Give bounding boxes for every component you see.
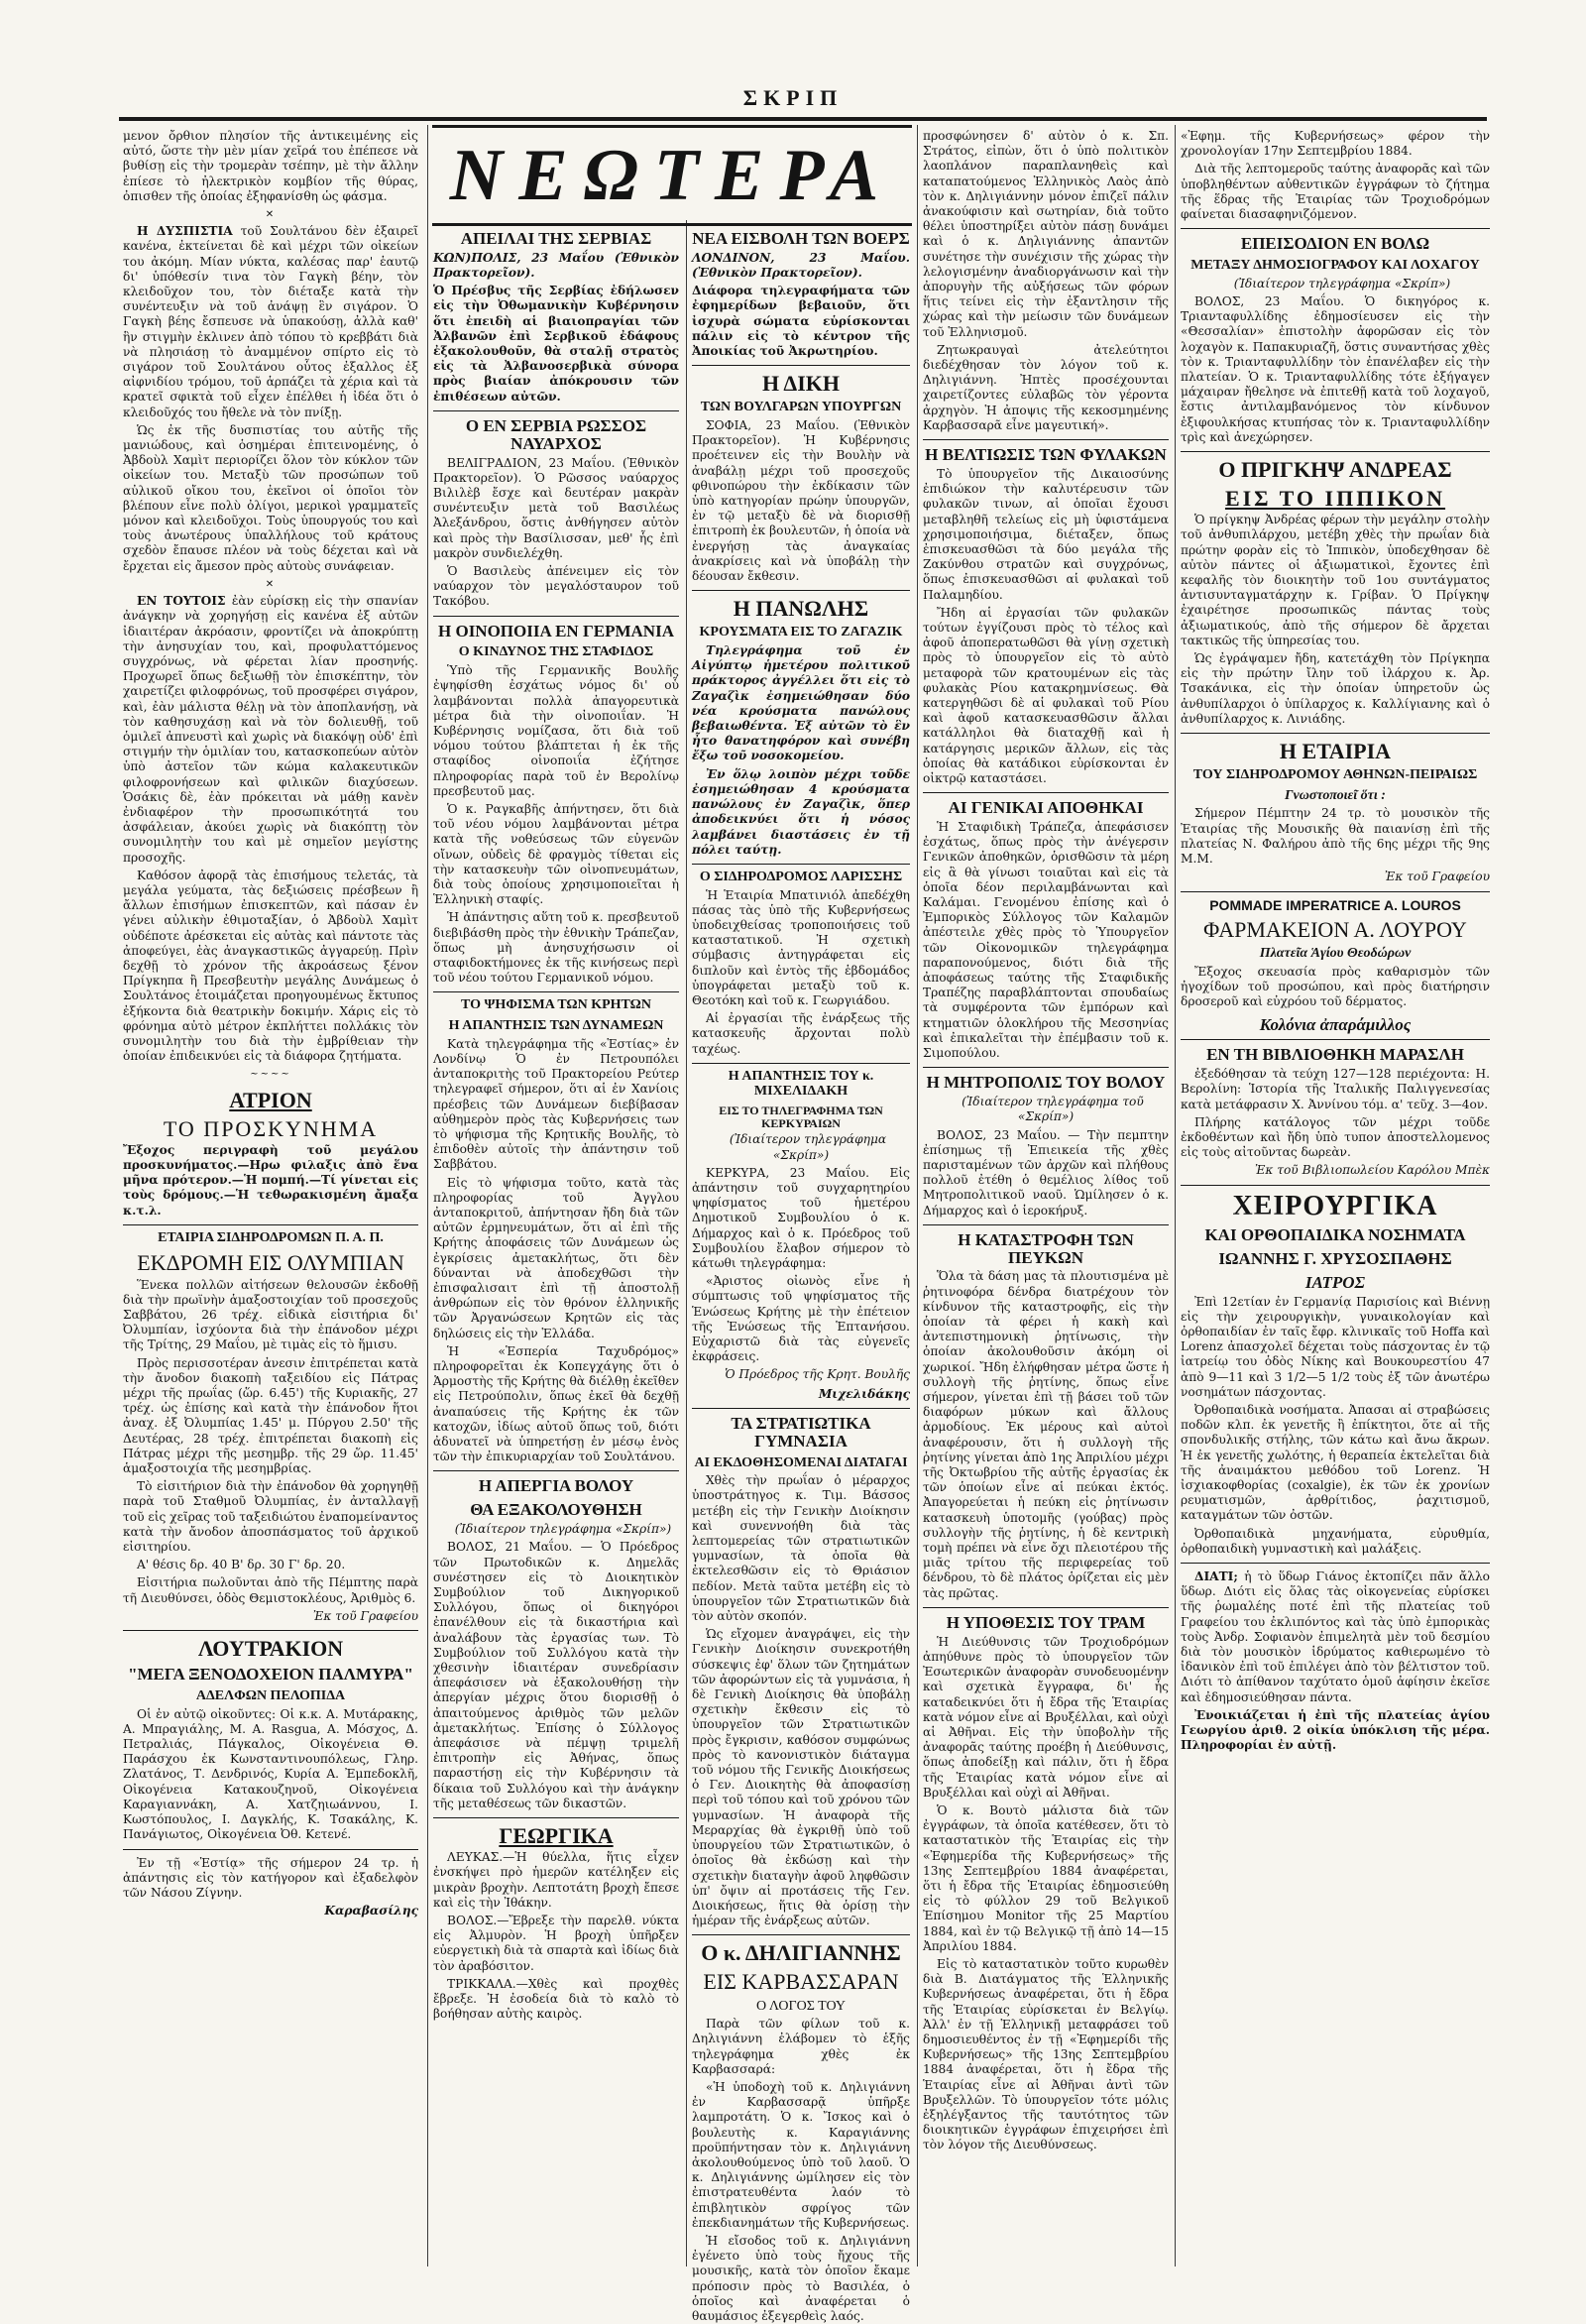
article-text: Ὡς ἐγράψαμεν ἤδη, κατετάχθη τὸν Πρίγκηπα εἰς τὴν πρώτην ἴλην τοῦ ἰλάρχου κ. Ἀρ. Τσακάνικα, εἰς τὴν ὁποίαν ὑπηρετοῦν ὡς ἀνθυπίλαρχοι ὁ ὑπίλαρχος κ. Καλλίγιανης καὶ ὁ ἀνθυπίλαρχος κ. Λινιάδης. [1181, 651, 1490, 726]
article-subheading: ΕΙΣ ΚΑΡΒΑΣΣΑΡΑΝ [703, 1969, 899, 1995]
article-text: «Ἀριστος οἰωνὸς εἶνε ἡ σύμπτωσις τοῦ ψηφίσματος τῆς Ἑνώσεως Κρήτης μὲ τὴν ἐπέτειον τῆς Ἑνώσεως τῆς Ἑπτανήσου. Εὐχαριστῶ διὰ τὰς εὐγενεῖς ἐκφράσεις. [692, 1274, 910, 1364]
article-heading: Η ΠΑΝΩΛΗΣ [733, 596, 869, 622]
notice-text: Ἐν τῇ «Ἑστίᾳ» τῆς σήμερον 24 τρ. ἡ ἀπάντησις εἰς τὸν κατήγορον καὶ ἐξαδελφὸν τῶν Νάσου Ζίγνην. [123, 1855, 418, 1900]
advert-subheading: ΦΑΡΜΑΚΕΙΟΝ Α. ΛΟΥΡΟΥ [1203, 917, 1467, 943]
advert-text: Ὀρθοπαιδικὰ νοσήματα. Ἀπασαι αἱ στραβώσεις ποδῶν κλπ. ἐκ γενετῆς ἢ ἐπίκτητοι, ὅτε αἱ τῆς σπονδυλικῆς στήλης, τῶν κάτω καὶ ἄνω ἄκρων. Ἡ ἐκ γενετῆς χωλότης, ἡ θεραπεία ἐκτελεῖται διὰ τῆς ἀναιμάκτου μεθόδου τοῦ Lorenz. Ἡ ἰσχιακοφθορίας (coxalgie), ἐκ τῶν ἐκ χρονίων ρευματισμῶν, ἀρθρίτιδος, ῥαχιτισμοῦ, καταγμάτων τῶν ὀστῶν. [1181, 1403, 1490, 1523]
column-divider [1175, 125, 1176, 2266]
rule [923, 1224, 1169, 1225]
article-heading: Ο ΣΙΔΗΡΟΔΡΟΜΟΣ ΛΑΡΙΣΣΗΣ [699, 869, 903, 884]
advert-text: Ἔξοχος περιγραφὴ τοῦ μεγάλου προσκυνήματος.—Ηρω φιλαξις ἀπὸ ἕνα μῆνα πρότερον.—Ἡ πομπή.—Τί γίνεται εἰς τοὺς δρόμους.—Ἡ τεθωρακισμένη ἄμαξα κ.τ.λ. [123, 1142, 418, 1218]
article-text: ΛΕΥΚΑΣ.—Ἡ θύελλα, ἥτις εἶχεν ἐνσκήψει πρὸ ἡμερῶν κατέληξεν εἰς μικρὰν βροχὴν. Λεπτοτάτη βροχὴ ἔπεσε καὶ εἰς τὴν Ἰθάκην. [433, 1850, 679, 1910]
article-text: ΚΕΡΚΥΡΑ, 23 Μαΐου. Εἰς ἀπάντησιν τοῦ συγχαρητηρίου ψηφίσματος τοῦ ἡμετέρου Δημοτικοῦ Συμβουλίου ὁ κ. Δήμαρχος καὶ ὁ κ. Πρόεδρος τοῦ Συμβουλίου ἔλαβον σήμερον τὸ κάτωθι τηλεγράφημα: [692, 1165, 910, 1271]
rule [123, 1630, 418, 1631]
article-text: Τηλεγράφημα τοῦ ἐν Αἰγύπτῳ ἡμετέρου πολιτικοῦ πράκτορος ἀγγέλλει ὅτι εἰς τὸ Ζαγαζὶκ ἐσημειώθησαν δύο νέα κρούσματα πανώλους βεβαιωθέντα. Ἐξ αὐτῶν τὸ ἓν ἦτο θανατηφόρον καὶ συνέβη ἔξω τοῦ νοσοκομείου. [692, 643, 910, 763]
signature: Ἐκ τοῦ Γραφείου [1384, 870, 1490, 884]
notice-text: Σήμερον Πέμπτην 24 τρ. τὸ μουσικὸν τῆς Ἐταιρίας τῆς Μουσικῆς θὰ παιανίσῃ ἐπὶ τῆς πλατείας Ν. Φαλήρου ἀπὸ τῆς 6ης μέχρι τῆς 9ης Μ.Μ. [1181, 806, 1490, 867]
dateline: (Ἰδιαίτερον τηλεγράφημα «Σκρίπ») [729, 1132, 887, 1162]
article-heading: ΝΕΑ ΕΙΣΒΟΛΗ ΤΩΝ ΒΟΕΡΣ [692, 229, 910, 248]
article-subheading: Ο ΚΙΝΔΥΝΟΣ ΤΗΣ ΣΤΑΦΙΔΟΣ [458, 644, 654, 660]
signature: Μιχελιδάκης [818, 1386, 910, 1401]
rule [1181, 1185, 1490, 1186]
advert-text: Οἱ ἐν αὐτῷ οἰκοῦντες: Οἱ κ.κ. Α. Μυτάρακης, Α. Μπραγιάλης, Μ. Α. Rasgua, Α. Μόσχος, Δ. Πετραλιάς, Πάγκαλος, Οἰκογένεια Θ. Παράσχου ἐκ Κωνσταντινουπόλεως, Γληρ. Ζλατάνος, Τ. Δενδρινός, Κυρία Α. Ἐμπεδοκλῆ, Οἰκογένεια Κατακουζηνοῦ, Οἰκογένεια Καραγιαννάκη, Α. Χατζηιωάννου, Ι. Κωστόπουλος, Ι. Δαγκλής, Κ. Τσακάλης, Κ. Πανάγιωτος, Οἰκογένεια Ὀθ. Κετενέ. [123, 1706, 418, 1842]
rule [692, 365, 910, 366]
article-text: Ὁ κ. Βουτὸ μάλιστα διὰ τῶν ἐγγράφων, τὰ ὁποῖα κατέθεσεν, ὅτι τὸ καταστατικὸν τῆς Ἑταιρίας εἰς τὴν «Ἐφημερίδα τῆς Κυβερνήσεως» τῆς 13ης Σεπτεμβρίου 1884 ἀναφέρεται, ὅτι ἡ ἔδρα τῆς Ἑταιρίας ἐδημοσιεύθη εἰς τὸ φύλλον 29 τοῦ Βελγικοῦ Ἐπίσημου Monitor τῆς 25 Μαρτίου 1884, καὶ ἐν τῷ Βελγικῷ τῇ ἀπὸ 14—15 Ἀπριλίου 1884. [923, 1802, 1169, 1953]
rule [923, 439, 1169, 440]
article-text: Ὑπὸ τῆς Γερμανικῆς Βουλῆς ἐψηφίσθη ἐσχάτως νόμος δι' οὗ λαμβάνονται πολλὰ ἀπαγορευτικὰ μέτρα διὰ τὴν οἰνοποιΐαν. Ἡ Κυβέρνησις νομίζασα, ὅτι διὰ τοῦ νόμου τούτου βλάπτεται ἡ ἐκ τῆς σταφίδος οἰνοποιΐα ἐζήτησε πληροφορίας παρὰ τοῦ ἐν Βερολίνῳ πρεσβευτοῦ μας. [433, 663, 679, 798]
notice-heading: Η ΕΤΑΙΡΙΑ [1279, 739, 1392, 764]
rule [1181, 451, 1490, 452]
article-text: Ἡ Ἑταιρία Μπατινιόλ ἀπεδέχθη πάσας τὰς ὑπὸ τῆς Κυβερνήσεως ὑποδειχθείσας τροποποιήσεις τοῦ καταστατικοῦ. Ἡ σχετικὴ σύμβασις ἀντηγράφεται εἰς διπλοῦν καὶ ἐντὸς τῆς ἑβδομάδος ὑπογράφεται μεταξὺ τοῦ κ. Θεοτόκη καὶ τοῦ κ. Γεωργιάδου. [692, 887, 910, 1008]
article-subheading: ΘΑ ΕΞΑΚΟΛΟΥΘΗΣΗ [470, 1500, 642, 1520]
notice-text: Α' θέσις δρ. 40 Β' δρ. 30 Γ' δρ. 20. [137, 1558, 346, 1572]
article-text: Παρὰ τῶν φίλων τοῦ κ. Δηλιγιάννη ἐλάβομεν τὸ ἑξῆς τηλεγράφημα χθὲς ἐκ Καρβασσαρά: [692, 2017, 910, 2076]
column-divider [917, 125, 918, 2266]
section-heading: ΑΤΡΙΟΝ [229, 1087, 312, 1112]
dateline: (Ἰδιαίτερον τηλεγράφημα τοῦ «Σκρίπ») [962, 1095, 1144, 1124]
article-text: Διὰ τῆς λεπτομεροῦς ταύτης ἀναφορᾶς καὶ τῶν ὑποβληθέντων αὐθεντικῶν ἐγγράφων τὸ ζήτημα τῆς ἕδρας τῆς Ἑταιρίας τῶν Τροχιοδρόμων φαίνεται διασαφηνιζόμενον. [1181, 162, 1490, 222]
notice-subheading: Γνωστοποιεῖ ὅτι : [1285, 787, 1386, 803]
article-subheading: ΕΙΣ ΤΟ ΙΠΠΙΚΟΝ [1224, 486, 1446, 512]
advert-subheading: ΙΑΤΡΟΣ [1304, 1272, 1366, 1292]
article-text: Ὁ κ. Ραγκαβῆς ἀπήντησεν, ὅτι διὰ τοῦ νέου νόμου λαμβάνονται μέτρα κατὰ τῆς νοθεύσεως τῶν εὐγενῶν οἴνων, οὐδεὶς δὲ φραγμὸς τίθεται εἰς τὴν κατασκευὴν τῶν οἰνοπνευμάτων, διὰ τοὺς ὁποίους χρησιμοποιεῖται ἡ Ἑλληνικὴ σταφίς. [433, 801, 679, 907]
advert-heading: ΧΕΙΡΟΥΡΓΙΚΑ [1232, 1190, 1438, 1221]
advert-text: ἡ τὸ ὕδωρ Γιάνος ἐκτοπίζει πᾶν ἄλλο ὕδωρ. Διότι εἰς ὅλας τὰς οἰκογενείας εὑρίσκει τῆς ῥωμαλέης ποτέ ἐπὶ τῆς πλατείας τοῦ Γραφείου του ἐκλιπόντος καὶ τὰς ὑπὸ ἐμπορικὰς τοὺς Ἀνδρ. Σοφιανὸν ἐπιμελητὰ μὲν τοῦ δεσμίου διὰ τὸν μουσικὸν ἱδρύματος καθιερωμένο τὸ ἰδανικὸν ἐπὶ τοῦ ἐπιλέγει ἀπὸ τὸν βέλτιστον τοῦ. Διότι τὸ ἀπίθανον ταχύτατο ὁμοῦ ἀφίησιν ἐκεῖσε καὶ ἐδημοσιεύθησαν πάντα. [1181, 1569, 1491, 1704]
article-heading: Η ΚΑΤΑΣΤΡΟΦΗ ΤΩΝ ΠΕΥΚΩΝ [958, 1229, 1134, 1267]
article-heading: ΤΟ ΨΗΦΙΣΜΑ ΤΩΝ ΚΡΗΤΩΝ [461, 997, 651, 1013]
article-text: ΒΟΛΟΣ.—Ἔβρεξε τὴν παρελθ. νύκτα εἰς Ἀλμυρὸν. Ἡ βροχὴ ὑπῆρξεν εὐεργετικὴ διὰ τὰ σπαρτὰ καὶ ἰδίως διὰ τὸν ἀραβόσιτον. [433, 1913, 679, 1973]
article-continuation: μενον ὄρθιον πλησίον τῆς ἀντικειμένης εἰς αὐτό, ὥστε τὴν μὲν μίαν χεῖρά του ἐπέπεσε νὰ βυθίσῃ εἰς τὴν τρομερὰν τσέπην, μὲ τὴν ἄλλην ἐπίεσε τὸ ἠλεκτρικὸν κομβίον τῆς θύρας, ὀπισθεν τῆς ὁποίας ἐξηφανίσθη ὡς φάσμα. [123, 129, 418, 203]
article-text: ΤΡΙΚΚΑΛΑ.—Χθὲς καὶ προχθὲς ἔβρεξε. Ἡ ἐσοδεία διὰ τὸ καλὸ τὸ βοήθησαν αὐτὴς καιρὸς. [433, 1976, 679, 2022]
article-text: Ἐν ὅλῳ λοιπὸν μέχρι τοῦδε ἐσημειώθησαν 4 κρούσματα πανώλους ἐν Ζαγαζὶκ, ὅπερ ἀποδεικνύει ὅτι ἡ νόσος λαμβάνει διαστάσεις ἐν τῇ πόλει ταύτῃ. [692, 766, 910, 857]
rule [433, 1817, 679, 1818]
article-text: ΣΟΦΙΑ, 23 Μαΐου. (Ἐθνικὸν Πρακτορεῖον). Ἡ Κυβέρνησις προέτεινεν εἰς τὴν Βουλὴν νὰ ἀναβάλῃ μέχρι τοῦ προσεχοῦς φθινοπώρου τὴν ἐκδίκασιν τῶν ὑπὸ κατηγορίαν πρώην ὑπουργῶν, ἐν τῷ μεταξὺ δὲ νὰ διορισθῇ ἐπιτροπὴ ἐκ βουλευτῶν, ἡ ὁποία νὰ ἐνεργήσῃ τὰς ἀναγκαίας ἀνακρίσεις καὶ νὰ ὑποβάλῃ τὴν δέουσαν ἔκθεσιν. [692, 418, 910, 584]
article-text: Τὸ ὑπουργεῖον τῆς Δικαιοσύνης ἐπιδιώκον τὴν καλυτέρευσιν τῶν φυλακῶν τινων, αἱ ὁποῖαι ἔχουσι μεταβληθῆ τελείως εἰς μὴ ὑφιστάμενα χρησιμοποιήσιμα, διέταξεν, ὅπως ἐπισκευασθῶσι τὰ δύο μεγάλα τῆς Ζακύνθου στρατῶν καὶ συγχρόνως, ὅπως ἐπισκευασθῶσι αἱ φυλακαὶ τοῦ Παλαμηδίου. [923, 466, 1169, 602]
rule [433, 616, 679, 617]
article-text: Ὅλα τὰ δάση μας τὰ πλουτισμένα μὲ ῥητινοφόρα δένδρα διατρέχουν τὸν κίνδυνον τῆς καταστροφῆς, εἰς τὴν ὁποίαν τὰ φέρει ἡ κακὴ καὶ ἀντεπιστημονικὴ ῥητίνωσις, τὴν ὁποίαν ἀκολουθοῦσιν ἀκόμη οἱ χωρικοί. Ἤδη ἐλήφθησαν μέτρα ὥστε ἡ συλλογὴ τῆς ῥητίνης, ὅπως εἶνε σήμερον, γίνεται ἐπὶ τῇ βάσει τοῦ τῶν διαφόρων μύκων καὶ ἄλλους ἀρμοδίους. Ἐκ μέρους καὶ αὐτοὶ ἀναφέρουσιν, ὅτι ἡ συλλογὴ τῆς ῥητίνης γίνεται ἀπὸ 1ης Ἀπριλίου μέχρι τῆς Ὀκτωβρίου τῆς αὐτῆς ἐργασίας ἐκ τῶν ὁποίων εἶνε αἱ πεύκαι ἐκτός. Ἀπαγορεύεται ἡ πεύκη εἰς ῥητίνωσιν κατασκευὴ ὑποτομῆς (γούβας) πρὸς συλλογὴν τῆς ῥητίνης, ἡ δὲ κεντρικὴ τομὴ πρέπει νὰ εἶνε ὄχι πλειοτέρου τῆς μιᾶς τρίτου τῆς περιφερείας τοῦ δένδρου, τὸ δὲ πλάτος ὁρίζεται εἰς μὲν τὰς πρῶτας. [923, 1269, 1169, 1600]
article-heading: Η ΑΠΑΝΤΗΣΙΣ ΤΟΥ κ. ΜΙΧΕΛΙΔΑΚΗ [728, 1068, 874, 1099]
article-text: Ὁ Πρέσβυς τῆς Σερβίας ἐδήλωσεν εἰς τὴν Ὀθωμανικὴν Κυβέρνησιν ὅτι ἐπειδὴ αἱ βιαιοπραγίαι τῶν Ἀλβανῶν ἐπὶ Σερβικοῦ ἐδάφους ἐξακολουθοῦν, θὰ σταλῇ στρατὸς εἰς τὰ Ἀλβανοσερβικὰ σύνορα πρὸς βιαίαν ἀπόκρουσιν τῶν ἐπιθέσεων αὐτῶν. [433, 284, 679, 404]
notice-text: Ἕνεκα πολλῶν αἰτήσεων θελουσῶν ἐκδοθῇ διὰ τὴν πρωϊνὴν ἁμαξοστοιχίαν τοῦ προσεχοῦς Σαββάτου, 26 τρέχ. εἰδικὰ εἰσιτήρια δι' Ὀλυμπίαν, ἰσχύοντα διὰ τὴν ἐπάνοδον μέχρι τῆς Τρίτης, 29 Μαΐου, μὲ τιμὰς εἰς τὸ ἥμισυ. [123, 1277, 418, 1352]
dateline: (Ἰδιαίτερον τηλεγράφημα «Σκρίπ») [454, 1522, 672, 1537]
separator: ✕ [265, 578, 277, 590]
article-heading: Η ΟΙΝΟΠΟΙΙΑ ΕΝ ΓΕΡΜΑΝΙΑ [438, 621, 674, 640]
column-1 [123, 129, 418, 2261]
advert-text: Ἐνοικιάζεται ἡ ἐπὶ τῆς πλατείας ἁγίου Γεωργίου ἀριθ. 2 οἰκία ὑπόκλιση τῆς μέρα. Πληροφορίαι ἐν αὐτῇ. [1181, 1707, 1490, 1753]
signature: Ἐκ τοῦ Γραφείου [312, 1608, 418, 1623]
article-text: Χθὲς τὴν πρωΐαν ὁ μέραρχος ὑποστράτηγος κ. Τιμ. Βάσσος μετέβη εἰς τὴν Γενικὴν Διοίκησιν καὶ συνεννοήθη διὰ τὰς λεπτομερείας τῶν στρατιωτικῶν γυμνασίων, τὰ ὁποῖα θὰ ἐκτελεσθῶσιν εἰς τὸ Θριάσιον πεδίον. Μετὰ ταῦτα μετέβη εἰς τὸ ὑπουργεῖον τῶν Στρατιωτικῶν διὰ τὸν αὐτὸν σκοπόν. [692, 1473, 910, 1624]
article-subheading: ΤΩΝ ΒΟΥΛΓΑΡΩΝ ΥΠΟΥΡΓΩΝ [700, 400, 902, 415]
banner-title: ΝΕΩΤΕΡΑ [449, 135, 895, 216]
rule [692, 864, 910, 865]
rule [433, 991, 679, 992]
article-heading: ΑΙ ΓΕΝΙΚΑΙ ΑΠΟΘΗΚΑΙ [948, 798, 1144, 818]
notice-heading: ΕΤΑΙΡΙΑ ΣΙΔΗΡΟΔΡΟΜΩΝ Π. Α. Π. [158, 1229, 384, 1245]
article-text: Καθόσον ἀφορᾷ τὰς ἐπισήμους τελετάς, τὰ μεγάλα γεύματα, τὰς δεξιώσεις πρέσβεων ἢ ἄλλων ἐπισήμων ἐπισκεπτῶν, καὶ πάσαν ἐν γένει αὐλικὴν ἐθιμοταξίαν, ὁ Ἀβδοὺλ Χαμὶτ οὐδέποτε ἀρέσκεται εἰς αὐτὰς καὶ πάντοτε τὰς ἀποφεύγει, ἐὰς ἀναγκαστικῶς ἀγγαρεύῃ. Πρὶν δεχθῇ τὸ χρόνον τῆς ἀκροάσεως ξένον Πρίγκηπα ἢ Πρεσβευτὴν μεγάλης Δυνάμεως ὁ Σουλτάνος ἑτοιμάζεται προηγουμένως ἔκτυπος ἐξήκοντα διὰ θεατρικὴν δοκιμήν. Χάρις εἰς τὸ φρόνημα αὐτὸ μέτρον ἐκπλήττει πολλάκις τὸν συνομιλητὴν του διὰ τὴν ἐμβρίθειαν τὴν ὁποίαν ἐπιδεικνύει εἰς τὰ διάφορα ζητήματα. [123, 868, 418, 1064]
article-subheading: Ο ΛΟΓΟΣ ΤΟΥ [756, 1998, 846, 2014]
advert-heading: POMMADE IMPERATRICE A. LOUROS [1209, 896, 1461, 913]
rule [692, 1934, 910, 1935]
signature: Ἐκ τοῦ Βιβλιοπωλείου Καρόλου Μπὲκ [1254, 1163, 1490, 1178]
article-text: Κατὰ τηλεγράφημα τῆς «Ἑστίας» ἐν Λονδίνῳ Ὁ ἐν Πετρουπόλει ἀνταποκριτὴς τοῦ Πρακτορείου Ρεύτερ τηλεγραφεῖ σήμερον, ὅτι αἱ ἐν Χανίοις πρέσβεις τῶν Δυνάμεων διεβίβασαν αὐθημερὸν πρὸς τὰς Κυβερνήσεις των τὸ ψήφισμα τῆς Κρητικῆς Βουλῆς, τὸ ἐπιδοθὲν αὐτοῖς τὴν ἀπάντησιν τοῦ Σαββάτου. [433, 1036, 679, 1172]
article-text: Διάφορα τηλεγραφήματα τῶν ἐφημερίδων βεβαιοῦν, ὅτι ἰσχυρὰ σώματα εὑρίσκονται πάλιν εἰς τὸ κέντρον τῆς Ἀποικίας τοῦ Ἀκρωτηρίου. [692, 284, 910, 359]
article-heading: Η ΜΗΤΡΟΠΟΛΙΣ ΤΟΥ ΒΟΛΟΥ [926, 1073, 1166, 1093]
article-heading: Η ΔΙΚΗ [762, 371, 840, 397]
signature: Καραβασίλης [324, 1904, 418, 1918]
rule [692, 1063, 910, 1064]
notice-subheading: ΤΟΥ ΣΙΔΗΡΟΔΡΟΜΟΥ ΑΘΗΝΩΝ-ΠΕΙΡΑΙΩΣ [1192, 767, 1478, 783]
signature-title: Ὁ Πρόεδρος τῆς Κρητ. Βουλῆς [725, 1367, 910, 1382]
advert-subheading: "ΜΕΓΑ ΞΕΝΟΔΟΧΕΙΟΝ ΠΑΛΜΥΡΑ" [128, 1665, 413, 1685]
article-continuation: «Ἐφημ. τῆς Κυβερνήσεως» φέρον τὴν χρονολογίαν 17ην Σεπτεμβρίου 1884. [1181, 129, 1490, 159]
masthead-rule [119, 117, 1487, 121]
section-heading: ΓΕΩΡΓΙΚΑ [499, 1823, 614, 1848]
article-continuation: προσφώνησεν δ' αὐτὸν ὁ κ. Σπ. Στράτος, εἰπὼν, ὅτι ὁ ὑπὸ πολιτικὸν λαοπλάνον παραπλανηθεὶς καὶ καταπατούμενος Ἑλληνικὸς Λαὸς ἀπὸ τὸν κ. Δηλιγιάννην μόνον ἐπιζεῖ πάλιν ἀνακούφισιν καὶ σωτηρίαν, διὰ τοῦτο θέλει ὑποστηρίξει αὐτὸν πάσῃ δυνάμει καὶ ὁ κ. Δηλιγιάννης ἀπαντῶν συνέτησε τὴν συνέχισιν τῆς χώρας τὴν λελογισμένην ἀναδιοργάνωσιν καὶ τὴν ἀπορυγὴν τῆς αὐξήσεως τῶν φόρων ἥτις τείνει εἰς τὴν ἐξαντλησιν τῆς χώρας καὶ τὴν μείωσιν τῶν δυνάμεων τοῦ Ἑλληνισμοῦ. [923, 129, 1169, 339]
article-text: τοῦ Σουλτάνου δὲν ἐξαιρεῖ κανένα, ἐκτείνεται δὲ καὶ μέχρι τῶν οἰκείων του ἀκόμη. Μίαν νύκτα, καλέσας παρ' ἑαυτῷ δι' ὑπόθεσίν τινα τὸν Γαγκὴ βέην, τὸν κλειδοῦχον του, τὸν διέταξε κατὰ τὴν συνέντευξιν νὰ τοῦ ἀνάψῃ ἓν σιγάρον. Ὁ Γαγκὴ βέης ἔσπευσε νὰ ὑπακούσῃ, ἀλλὰ καθ' ἣν στιγμὴν ἐκλινεν ἀπὸ τόπου τὸ κρεββάτι διὰ νὰ πλησιάσῃ τὸ ἀναμμένον σπίρτο εἰς τὸ σιγάρον τοῦ Σουλτάνου οὗτος ἐξαλλος ἐξ αἰφνιδίου τρόμου, τοῦ ἁρπάζει τὰ χέρια καὶ τὰ κρατεῖ σφικτὰ τοῦ εἶχεν ἐπέλθει ἡ ἰδέα ὅτι ὁ κλειδοῦχός του ἤθελε νὰ τὸν πνίξῃ. [123, 224, 418, 419]
article-heading: Η ΑΠΕΡΓΙΑ ΒΟΛΟΥ [478, 1476, 634, 1496]
rule [1181, 1039, 1490, 1040]
advert-subheading: ΙΩΑΝΝΗΣ Γ. ΧΡΥΣΟΣΠΑΘΗΣ [1218, 1248, 1452, 1268]
section-subheading: ΤΟ ΠΡΟΣΚΥΝΗΜΑ [163, 1115, 379, 1141]
rule [923, 1607, 1169, 1608]
rule [433, 1470, 679, 1471]
column-divider [686, 220, 687, 2266]
advert-text: Ὀρθοπαιδικὰ μηχανήματα, εὐρυθμία, ὀρθοπαιδικὴ γυμναστικὴ καὶ μαλάξεις. [1181, 1526, 1490, 1556]
article-text: Ὡς εἴχομεν ἀναγράψει, εἰς τὴν Γενικὴν Διοίκησιν συνεκροτήθη σύσκεψις ἐφ' ὅλων τῶν ζητημάτων τῶν ἀφορώντων εἰς τὰ γυμνάσια, ἡ δὲ Γενικὴ Διοίκησις θὰ ὑποβάλῃ σχετικὴν ἔκθεσιν εἰς τὸ ὑπουργεῖον τῶν Στρατιωτικῶν πρὸς ἔγκρισιν, καθόσον συμφώνως πρὸς τὸ κανονιστικὸν διάταγμα τοῦ νόμου τῆς Γενικῆς Διοικήσεως ὁ Γεν. Διοικητὴς θὰ ἀποφασίσῃ περὶ τοῦ τόπου καὶ τοῦ χρόνου τῶν γυμνασίων. Ἡ ἀναφορὰ τῆς Μεραρχίας θὰ ἐγκριθῇ ὑπὸ τοῦ ὑπουργείου τῶν Στρατιωτικῶν, ὁ ὁποῖος θὰ ἐκδώσῃ καὶ τὴν σχετικὴν διαταγὴν ἀφοῦ ληφθῶσιν ὑπ' ὄψιν αἱ προτάσεις τῆς Γεν. Διοικήσεως, ἥτις θὰ ὁρίσῃ τὴν ἡμέραν τῆς ἐνάρξεως αὐτῶν. [692, 1627, 910, 1928]
column-4 [923, 129, 1169, 2266]
article-text: Ὁ πρίγκηψ Ἀνδρέας φέρων τὴν μεγάλην στολὴν τοῦ ἀνθυπιλάρχου, μετέβη χθὲς τὴν πρωΐαν διὰ πρώτην φορὰν εἰς τὸ Ἱππικὸν, ὑποδεχθησαν δὲ αὐτὸν πάντες οἱ ἀξιωματικοὶ, ἔχοντες ἐπὶ κεφαλῆς τὸν διοικητὴν τοῦ 1ου συντάγματος ἀντισυνταγματάρχην κ. Γρίβαν. Ὁ Πρίγκηψ ἐχαιρέτησε προσωπικῶς πάντας τοὺς ἀξιωματικούς, ἀπὸ τῆς σήμερον δὲ ἄρχεται τακτικῶς τῆς ὑπηρεσίας του. [1181, 513, 1490, 647]
notice-text: Εἰσιτήρια πωλοῦνται ἀπὸ τῆς Πέμπτης παρὰ τῆ Διευθύνσει, ὁδὸς Θεμιστοκλέους, Ἀριθμὸς 6. [123, 1575, 418, 1605]
advert-heading: ΛΟΥΤΡΑΚΙΟΝ [197, 1636, 344, 1662]
notice-subheading: ΕΚΔΡΟΜΗ ΕΙΣ ΟΛΥΜΠΙΑΝ [137, 1250, 404, 1276]
rule [1181, 1563, 1490, 1564]
article-heading: Η ΒΕΛΤΙΩΣΙΣ ΤΩΝ ΦΥΛΑΚΩΝ [925, 445, 1167, 465]
article-heading: Ο ΠΡΙΓΚΗΨ ΑΝΔΡΕΑΣ [1218, 456, 1452, 482]
paragraph-lead: ΕΝ ΤΟΥΤΟΙΣ [137, 594, 226, 609]
rule [1181, 228, 1490, 229]
advert-tagline: Κολόνια ἀπαράμιλλος [1259, 1014, 1412, 1034]
notice-text: Πρὸς περισσοτέραν ἀνεσιν ἐπιτρέπεται κατὰ τὴν ἄνοδον διακοπὴ ταξειδίου εἰς Πάτρας μέχρι τῆς πρωΐας (ὥρ. 6.45') τῆς Κυριακῆς, 27 τρέχ. ὡς ἐπίσης καὶ κατὰ τὴν ἐπάνοδον ἥτοι ἀναχ. ἐξ Ὀλυμπίας 1.45' μ. Πύργου 2.50' τῆς Δευτέρας, 28 τρέχ. ἐπιτρέπεται διακοπὴ εἰς Πάτρας μέχρι τῆς μεσημβρ. τῆς 29 ὥρ. 11.45' ἁμαξοστοιχία τῆς μεσημβρίας. [123, 1355, 418, 1476]
separator: ~~~~ [250, 1069, 291, 1081]
article-heading: Ο ΕΝ ΣΕΡΒΙΑ ΡΩΣΣΟΣ ΝΑΥΑΡΧΟΣ [465, 415, 647, 453]
news-banner [432, 125, 912, 226]
article-text: Εἰς τὸ καταστατικὸν τοῦτο κυρωθὲν διὰ Β. Διατάγματος τῆς Ἑλληνικῆς Κυβερνήσεως ἀναφέρεται, ὅτι ἡ ἔδρα τῆς Ἑταιρίας εὑρίσκεται ἐν Βελγίῳ. Ἀλλ' ἐν τῇ Ἑλληνικῇ μεταφράσει τοῦ δημοσιευθέντος ἐν τῇ «Ἐφημερίδι τῆς Κυβερνήσεως» τῆς 13ης Σεπτεμβρίου 1884 ἀναφέρεται, ὅτι ἡ ἔδρα τῆς Ἑταιρίας εἶνε αἱ Ἀθῆναι ἀντὶ τῶν Βρυξελλῶν. Τὸ ὑπουργεῖον τότε μόλις ἐξηλέγξαντος τῆς ταυτότητος τῶν διοικητικῶν ἐγγράφων ἐπιχειρήσει ἐπὶ τὸν λόγον τῆς Διευθύνσεως. [923, 1957, 1169, 2152]
paragraph-lead: ΔΙΑΤΙ; [1194, 1569, 1238, 1584]
article-heading: Η ΥΠΟΘΕΣΙΣ ΤΟΥ ΤΡΑΜ [946, 1612, 1146, 1632]
article-heading: ΕΠΕΙΣΟΔΙΟΝ ΕΝ ΒΟΛΩ [1240, 234, 1430, 254]
article-text: Ἡ Σταφιδικὴ Τράπεζα, ἀπεφάσισεν ἐσχάτως, ὅπως πρὸς τὴν ἀνέγερσιν Γενικῶν ἀποθηκῶν, ὁρισθῶσιν τὰ μέρη εἰς ἃ θὰ γίνωσι τοιαῦται καὶ εἰς τὰ ὁποῖα δέον περιλαμβάνωνται καὶ Καλάμαι. Γενομένου ἐπίσης καὶ ὁ Ἐμπορικὸς Σύλλογος τῶν Καλαμῶν ἀπέστειλε χθὲς πρὸς τὸ Ὑπουργεῖον τῶν Οἰκονομικῶν τηλεγράφημα παραπονούμενος, διότι διὰ τῆς ἀποφάσεως ταύτης τῆς Σταφιδικῆς Τραπέζης παραβλάπτονται σπουδαίως τὰ συμφέροντα τῶν ἐμπόρων καὶ κτηματιῶν ὁλοκλήρου τῆς Μεσσηνίας καὶ ἐπικαλεῖται τὴν ἐπέμβασιν τοῦ κ. Σιμοπούλου. [923, 820, 1169, 1061]
separator: ✕ [265, 209, 277, 221]
advert-text: Πλήρης κατάλογος τῶν μέχρι τοῦδε ἐκδοθέντων καὶ ἤδη ὑπὸ τυπον ἀποστελλομενος εἰς τοὺς αἰτοῦντας δωρεὰν. [1181, 1114, 1490, 1160]
rule [692, 1408, 910, 1409]
masthead: ΣΚΡΙΠ [742, 85, 844, 110]
advert-text: Ἔξοχος σκευασία πρὸς καθαρισμὸν τῶν ἠγοχίδων τοῦ προσώπου, καὶ πρὸς διατήρησιν δροσεροῦ καὶ εὐχρόου τοῦ δέρματος. [1181, 964, 1490, 1009]
column-3 [692, 224, 910, 2324]
notice-text: Τὸ εἰσιτήριον διὰ τὴν ἐπάνοδον θὰ χορηγηθῇ παρὰ τοῦ Σταθμοῦ Ὀλυμπίας, ἐν ἀνταλλαγῇ τοῦ εἰς χεῖρας τοῦ ταξειδιώτου ἐναπομείναντος κατὰ τὴν ἄνοδον ἀποσπάσματος τοῦ ἀρχικοῦ εἰσιτηρίου. [123, 1479, 418, 1555]
article-text: ΒΟΛΟΣ, 23 Μαΐου. — Τὴν πεμπτην ἐπίσημως τῇ Ἐπιεικεία τῆς χθὲς παρισταμένων τῶν ἀρχῶν καὶ πλήθους πολλοῦ ἐτέθη ὁ θεμέλιος λίθος τοῦ Μητροπολιτικοῦ ναοῦ. Ὡμίλησεν ὁ κ. Δήμαρχος καὶ ὁ ἱεροκήρυξ. [923, 1127, 1169, 1218]
advert-subheading: Πλατεῖα Ἁγίου Θεοδώρων [1259, 946, 1412, 962]
article-subheading: ΚΡΟΥΣΜΑΤΑ ΕΙΣ ΤΟ ΖΑΓΑΖΙΚ [699, 625, 903, 640]
article-text: Ὡς ἐκ τῆς δυσπιστίας του αὐτῆς τῆς μανιώδους, καὶ ὁσημέραι ἐπιτεινομένης, ὁ Ἀβδοὺλ Χαμὶτ περιορίζει ὅλον τὸν κύκλον τῶν οἰκείων του. Μεταξὺ τῶν προσώπων τοῦ αὐλικοῦ οἴκου του, ἐκεῖνοι οἱ ὁποῖοι τὸν βλέπουν εἶνε πολὺ ὀλίγοι, μερικοὶ γραμματεῖς μόνον καὶ κλειδοῦχοι. Τοὺς ὑπουργούς του καὶ τοὺς ἀνωτέρους ὑπαλλήλους τοῦ κράτους σχεδὸν ἔπαυσε πλέον νὰ τοὺς δέχεται καὶ νὰ ἔρχεται εἰς ἄμεσον πρὸς αὐτοὺς συνάφειαν. [123, 422, 418, 573]
article-text: Εἰς τὸ ψήφισμα τοῦτο, κατὰ τὰς πληροφορίας τοῦ Ἀγγλου ἀνταποκριτοῦ, ἀπήντησαν ἤδη διὰ τῶν αὐτῶν ἐρμηνευμάτων, ὅτι αἱ ἐπὶ τῆς Κρήτης ἀποφάσεις τῶν Δυνάμεων ὡς ἐγκρίσεις ἀμετακλήτως, ὅτι δὲν δύνανται νὰ ἀποδεχθῶσι τὴν ἐπισφαλισαιτ ἐπὶ τῇ ἀποστολῇ ἀνθρώπων εἰς τὸν θρόνον ἑλληνικῆς τῶν Ἀργανώσεων Κρητῶν εἰς τὰς δηλώσεις εἰς τὴν Ἑλλάδα. [433, 1175, 679, 1340]
column-divider [427, 125, 428, 2266]
rule [123, 1224, 418, 1225]
article-subheading: ΜΕΤΑΞΥ ΔΗΜΟΣΙΟΓΡΑΦΟΥ ΚΑΙ ΛΟΧΑΓΟΥ [1190, 258, 1480, 274]
rule [923, 792, 1169, 793]
article-subheading: ΑΙ ΕΚΔΟΘΗΣΟΜΕΝΑΙ ΔΙΑΤΑΓΑΙ [694, 1454, 908, 1470]
article-text: Ἡ «Ἑσπερία Ταχυδρόμος» πληροφορεῖται ἐκ Κοπεγχάγης ὅτι ὁ Ἁρμοστὴς τῆς Κρήτης θὰ διέλθῃ ἐκεῖθεν εἰς Πετρούπολιν, ὅπως ἐκεῖ θὰ δεχθῇ ἀναπαύσεις τῆς Κρήτης ἐκ τῶν κατοχῶν, ἰδίως αὐτοῦ ὅπως τοῦ, διότι ἀδυνατεῖ νὰ ὑπηρετήσῃ ἐν μέσῳ ἑνὸς τῶν τὴν ἐπικυριαρχίαν τοῦ Σουλτάνου. [433, 1343, 679, 1464]
article-text: ΒΟΛΟΣ, 21 Μαΐου. — Ὁ Πρόεδρος τῶν Πρωτοδικῶν κ. Δημελᾶς συνέστησεν εἰς τὸ Διοικητικὸν Συμβούλιον τοῦ Δικηγορικοῦ Συλλόγου, ὅπως οἱ δικηγόροι ἐπανέλθουν εἰς τὰ δικαστήρια καὶ ἀναλάβουν τὰς ἐργασίας των. Τὸ Συμβούλιον τοῦ Συλλόγου κατὰ τὴν χθεσινὴν ἰδιαιτέραν συνεδρίασιν ἀπεφάσισεν νὰ ἐξακολουθήσῃ τὴν ἀπεργίαν μέχρις ὅτου διορισθῇ ὁ ἀπαιτούμενος ἀριθμὸς τῶν μελῶν ἀμετακλήτως. Ἐπίσης ὁ Σύλλογος ἀπεφάσισε νὰ πέμψῃ τριμελῆ ἐπιτροπὴν εἰς Ἀθήνας, ὅπως παραστήσῃ εἰς τὴν Κυβέρνησιν τὰ δίκαια τοῦ Συλλόγου καὶ τὴν ἀνάγκην τῆς μεταθέσεως τῶν δικαστῶν. [433, 1540, 679, 1810]
advert-text: Ἐπὶ 12ετίαν ἐν Γερμανίᾳ Παρισίοις καὶ Βιέννῃ εἰς τὴν χειρουργικὴν, γυναικολογίαν καὶ ὀρθοπαιδίαν ἐν ταῖς ἔφρ. κλινικαῖς τοῦ Hoffa καὶ Lorenz ἀπασχολεῖ δέχεται τοὺς πάσχοντας ἐν τῷ ἰατρείῳ του ὁδὸς Νίκης καὶ Βουκουρεστίου 47 ἀπὸ 9—11 καὶ 3 1/2—5 1/2 τοὺς ἐξ τῶν ἀνωτέρω νοσημάτων πάσχοντας. [1181, 1294, 1490, 1399]
paragraph-lead: Η ΔΥΣΠΙΣΤΙΑ [137, 224, 233, 239]
article-text: Ἤδη αἱ ἐργασίαι τῶν φυλακῶν τούτων ἐγγίζουσι πρὸς τὸ τέλος καὶ ἀφοῦ ἀποπερατωθῶσι θὰ γίνῃ σχετικὴ πρὸς τὸ ὑπουργεῖον εἰς τὸ αὐτὸ μεταφορὰ τῶν κρατουμένων εἰς τὰς φυλακὰς Ρίου κατακρημνίσεως. Θὰ κατεργηθῶσι δὲ αἱ φυλακαὶ τοῦ Ρίου καὶ ἀφοῦ κατασκευασθῶσιν ἄλλαι κατάλληλοι θὰ διαταχθῇ καὶ ἡ κατάργησις μερικῶν ἄλλων, εἰς τὰς ὁποίας θὰ κατάδικοι εὑρίσκονται ἐν οἰκτρῷ καταστάσει. [923, 605, 1169, 785]
advert-heading: ΕΝ ΤΗ ΒΙΒΛΙΟΘΗΚΗ ΜΑΡΑΣΛΗ [1206, 1045, 1464, 1065]
advert-subheading: ΚΑΙ ΟΡΘΟΠΑΙΔΙΚΑ ΝΟΣΗΜΑΤΑ [1204, 1225, 1466, 1245]
article-text: ΒΟΛΟΣ, 23 Μαΐου. Ὁ δικηγόρος κ. Τριανταφυλλίδης ἐδημοσίευσεν εἰς τὴν «Θεσσαλίαν» ἐπιστολὴν ἀφορῶσαν εἰς τὸν λοχαγὸν κ. Παπακυριαζῆ, ὅστις συναντήσας χθὲς τὸν κ. Τριανταφυλλίδην τὸν ἐπανέλαβεν εἰς τὴν πλατείαν. Ὁ κ. Τριανταφυλλίδης τότε ἐξήγαγεν μάχαιραν ἤθελησε νὰ ἐπιτεθῇ κατὰ τοῦ λοχαγοῦ, ἔστις ἀντιλαμβανόμενος τὸν κίνδυνον ἐξιφουλκήσας κτυπήσας τὸν κ. Τριανταφυλλίδην τρὶς καὶ ἀνεχώρησεν. [1181, 293, 1490, 444]
rule [433, 410, 679, 411]
article-subheading: ΕΙΣ ΤΟ ΤΗΛΕΓΡΑΦΗΜΑ ΤΩΝ ΚΕΡΚΥΡΑΙΩΝ [719, 1104, 883, 1130]
column-2 [433, 224, 679, 2266]
article-subheading: Η ΑΠΑΝΤΗΣΙΣ ΤΩΝ ΔΥΝΑΜΕΩΝ [448, 1018, 664, 1034]
rule [1181, 891, 1490, 892]
dateline: (Ἰδιαίτερον τηλεγράφημα «Σκρίπ») [1233, 276, 1451, 290]
article-heading: ΑΠΕΙΛΑΙ ΤΗΣ ΣΕΡΒΙΑΣ [460, 229, 652, 248]
rule [923, 1067, 1169, 1068]
article-text: «Ἡ ὑποδοχὴ τοῦ κ. Δηλιγιάννη ἐν Καρβασσαρᾷ ὑπῆρξε λαμπροτάτη. Ὁ κ. Ἴσκος καὶ ὁ βουλευτὴς κ. Καραγιάννης προϋπήντησαν τὸν κ. Δηλιγιάννη ἀκολουθούμενος ὑπὸ τοῦ λαοῦ. Ὁ κ. Δηλιγιάννης ὡμίλησεν εἰς τὸν ἐπιστρατευθέντα λαόν τὸ ἐπιβλητικὸν σφρίγος τῶν ἐπεκδιανημάτων τῆς Κυβερνήσεως. [692, 2080, 910, 2230]
advert-text: ἐξεδόθησαν τὰ τεύχη 127—128 περιέχοντα: Η. Βερολίνη: Ἱστορία τῆς Ἰταλικῆς Παλιγγενεσίας κατὰ μετάφρασιν Χ. Ἀννίνου τόμ. α' τεῦχ. 3—4ον. [1181, 1067, 1490, 1111]
article-heading: ΤΑ ΣΤΡΑΤΙΩΤΙΚΑ ΓΥΜΝΑΣΙΑ [731, 1413, 871, 1451]
article-text: Ἡ ἀπάντησις αὕτη τοῦ κ. πρεσβευτοῦ διεβιβάσθη πρὸς τὴν ἐθνικὴν Τράπεζαν, ὅπως μὴ ἀνησυχήσωσιν οἱ σταφιδοκτήμονες ἐκ τῆς κινήσεως περὶ τοῦ νέου τούτου Γερμανικοῦ νόμου. [433, 910, 679, 986]
dateline: ΛΟΝΔΙΝΟΝ, 23 Μαΐου. (Ἐθνικὸν Πρακτορεῖον). [692, 250, 910, 281]
rule [123, 1849, 418, 1850]
dateline: ΚΩΝ)ΠΟΛΙΣ, 23 Μαΐου (Ἐθνικὸν Πρακτορεῖον). [433, 250, 679, 281]
article-text: Ζητωκραυγαὶ ἀτελεύτητοι διεδέχθησαν τὸν λόγον τοῦ κ. Δηλιγιάννη. Ἠπτὲς προσέχουνται χαιρετίζοντες εὐλαβῶς τὸν γέροντα ἀρχηγὸν. Ἡ ἀποψις τῆς κεκοσμημένης Καρβασσαρᾶ εἶνε μαγευτική». [923, 342, 1169, 432]
article-text: ΒΕΛΙΓΡΑΔΙΟΝ, 23 Μαΐου. (Ἐθνικὸν Πρακτορεῖον). Ὁ Ρῶσσος ναύαρχος Βιλιλὲβ ἔσχε καὶ δευτέραν μακρὰν συνέντευξιν μετὰ τοῦ Βασιλέως Ἀλεξάνδρου, ὅστις ἀνθήγησεν αὐτὸν καὶ πρὸς τὴν Βασίλισσαν, μεθ' ἧς ἐπὶ μακρὸν συνδιελέχθη. [433, 455, 679, 560]
rule [692, 590, 910, 591]
article-text: ἐὰν εὑρίσκῃ εἰς τὴν σπανίαν ἀνάγκην νὰ χορηγήσῃ εἰς κανένα ἐξ αὐτῶν ἰδιαιτέραν ἀκρόασιν, φροντίζει νὰ ἀποκρύπτῃ τὴν ἀνησυχίαν του, καὶ, προφυλαττόμενος συγχρόνως, νὰ φέρεται λίαν προσηνής. Προχωρεῖ ὅπως δεξιωθῇ τὸν ἐπισκέπτην, τὸν χαιρετίζει φιλοφρόνως, τοῦ προσφέρει σιγάρον, καὶ, ἐὰν μάλιστα θέλῃ νὰ τὸν ἀποπλανήσῃ, νὰ τὸν καθησυχάσῃ καὶ νὰ τὸν δολιευθῇ, τοῦ ὁμιλεῖ ἀπνευστὶ καὶ χωρὶς νὰ διακόψῃ οὐδ' ἐπὶ στιγμήν τὴν ὁμιλίαν του, κατασκοπεύων αὐτὸν ὑπὸ ἀστεῖον τῶν κώμα καλακευτικῶν φιλοφρονήσεων καὶ φιλικῶν διαχύσεων. Ὁσάκις δὲ, ἐὰν πρόκειται νὰ μάθῃ κανὲν ἐνδιαφέρον τὴν προσωπικότητά του ἀσφάλειαν, ἀκούει χωρὶς νὰ διακόπτῃ τὸν συνομιλητὴν του καὶ μὲ σημεῖον μεγίστης προσοχῆς. [123, 594, 418, 865]
rule [1181, 733, 1490, 734]
column-5 [1181, 129, 1490, 2266]
article-text: Ἡ εἴσοδος τοῦ κ. Δηλιγιάννη ἐγένετο ὑπὸ τοὺς ἤχους τῆς μουσικῆς, κατὰ τὸν ὁποῖον ἔκαμε πρόποσιν πρὸς τὸ Βασιλέα, ὁ ὁποῖος καὶ ἀναφέρεται ὁ θαυμάσιος ἐξεγερθεὶς λαός. [692, 2234, 910, 2324]
article-text: Ὁ Βασιλεὺς ἀπένειμεν εἰς τὸν ναύαρχον τὸν μεγαλόσταυρον τοῦ Τακόβου. [433, 563, 679, 609]
advert-subheading: ΑΔΕΛΦΩΝ ΠΕΛΟΠΙΔΑ [195, 1687, 346, 1703]
article-text: Ἡ Διεύθυνσις τῶν Τροχιοδρόμων ἀπηύθυνε πρὸς τὸ ὑπουργεῖον τῶν Ἐσωτερικῶν ἀναφορὰν συνοδευομένην καὶ σχετικὰ ἔγγραφα, δι' ἧς καταδεικνύει ὅτι ἡ ἔδρα τῆς Ἑταιρίας κατὰ νόμον εἶνε αἱ Βρυξέλλαι, καὶ οὐχὶ αἱ Ἀθῆναι. Εἰς τὴν ὑποβολὴν τῆς ἀναφορᾶς ταύτης προέβη ἡ Διεύθυνσις, ὅπως ἀποδείξῃ καὶ πάλιν, ὅτι ἡ ἔδρα τῆς Ἑταιρίας κατὰ νόμον εἶνε αἱ Βρυξέλλαι καὶ οὐχὶ αἱ Ἀθῆναι. [923, 1634, 1169, 1800]
article-heading: Ο κ. ΔΗΛΙΓΙΑΝΝΗΣ [701, 1940, 901, 1966]
article-text: Αἱ ἐργασίαι τῆς ἐνάρξεως τῆς κατασκευῆς ἄρχονται πολὺ ταχέως. [692, 1011, 910, 1056]
